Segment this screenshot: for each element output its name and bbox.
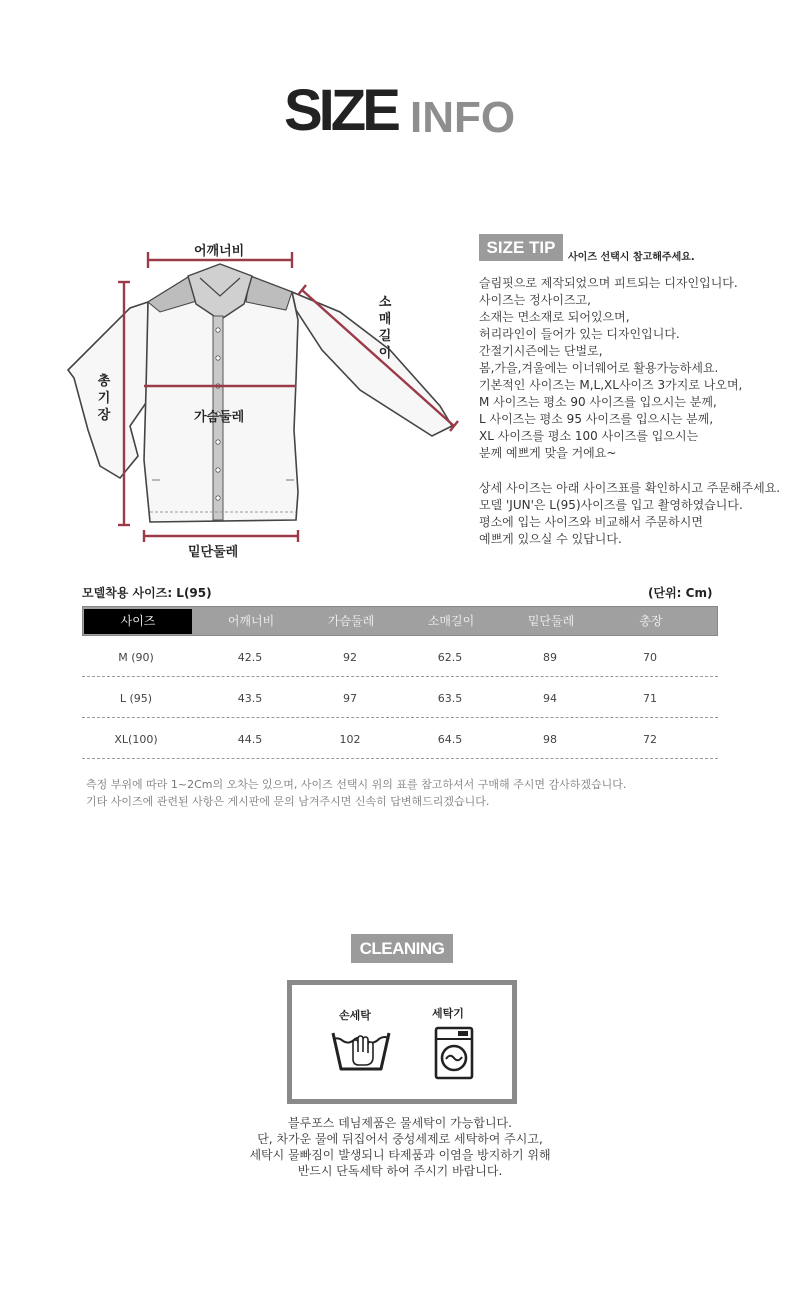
- size-table: [82, 606, 718, 759]
- header-chest: 가슴둘레: [327, 614, 375, 628]
- tip-detail-line: 상세 사이즈는 아래 사이즈표를 확인하시고 주문해주세요.: [479, 481, 781, 495]
- label-hem: 밑단둘레: [188, 545, 239, 560]
- cell: 44.5: [237, 733, 263, 746]
- header-sleeve: 소매길이: [427, 614, 475, 628]
- shirt-illustration: [60, 230, 480, 570]
- size-tip-caption: 사이즈 선택시 참고해주세요.: [568, 252, 695, 263]
- header-size: 사이즈: [84, 609, 192, 634]
- table-header: [82, 606, 718, 636]
- label-sleeve: 소매길이: [378, 295, 392, 361]
- note-line: 측정 부위에 따라 1~2Cm의 오차는 있으며, 사이즈 선택시 위의 표를 참고하셔서 구매해 주시면 감사하겠습니다.: [86, 778, 627, 791]
- hand-wash-icon: [329, 1025, 393, 1075]
- title-info: INFO: [410, 93, 516, 142]
- unit-label: (단위: Cm): [648, 586, 713, 600]
- cell: 63.5: [437, 692, 463, 705]
- note-line: 기타 사이즈에 관련된 사항은 게시판에 문의 남겨주시면 신속히 답변해드리겠습니다.: [86, 795, 490, 808]
- tip-line: XL 사이즈를 평소 100 사이즈를 입으시는: [479, 429, 699, 443]
- cleaning-line: 반드시 단독세탁 하여 주시기 바랍니다.: [297, 1164, 503, 1178]
- shirt-diagram: [60, 230, 480, 570]
- tip-line: L 사이즈는 평소 95 사이즈를 입으시는 분께,: [479, 412, 714, 426]
- model-size: 모델착용 사이즈: L(95): [82, 586, 212, 600]
- tip-line: 분께 예쁘게 맞을 거에요~: [479, 446, 617, 460]
- cell: 72: [643, 733, 657, 746]
- title-size: SIZE: [284, 78, 397, 143]
- label-length: 총기장: [97, 374, 111, 423]
- tip-detail-line: 예쁘게 있으실 수 있답니다.: [479, 532, 622, 546]
- cell: 97: [343, 692, 357, 705]
- table-row: [82, 677, 718, 718]
- cell: 98: [543, 733, 557, 746]
- header-hem: 밑단둘레: [527, 614, 575, 628]
- tip-line: 슬림핏으로 제작되었으며 피트되는 디자인입니다.: [479, 276, 738, 290]
- tip-line: 허리라인이 들어가 있는 디자인입니다.: [479, 327, 680, 341]
- care-symbol-box: [287, 980, 517, 1104]
- cell: 92: [343, 651, 357, 664]
- cell: 94: [543, 692, 557, 705]
- tip-line: 간절기시즌에는 단벌로,: [479, 344, 603, 358]
- header-length: 총장: [639, 614, 663, 628]
- cell: 62.5: [437, 651, 463, 664]
- cell: 102: [339, 733, 361, 746]
- cell-size: M (90): [118, 651, 154, 664]
- cell: 71: [643, 692, 657, 705]
- tip-detail-line: 평소에 입는 사이즈와 비교해서 주문하시면: [479, 515, 703, 529]
- size-tip-badge: SIZE TIP: [479, 234, 563, 261]
- cell-size: L (95): [119, 692, 153, 705]
- tip-detail-line: 모델 'JUN'은 L(95)사이즈를 입고 촬영하였습니다.: [479, 498, 743, 512]
- cleaning-line: 단, 차가운 물에 뒤집어서 중성세제로 세탁하여 주시고,: [257, 1132, 543, 1146]
- hand-wash-label: 손세탁: [339, 1009, 371, 1022]
- tip-line: 소재는 면소재로 되어있으며,: [479, 310, 630, 324]
- tip-line: 봄,가을,겨울에는 이너웨어로 활용가능하세요.: [479, 361, 719, 375]
- cell-size: XL(100): [114, 733, 158, 746]
- cleaning-badge: CLEANING: [351, 934, 453, 963]
- cell: 64.5: [437, 733, 463, 746]
- tip-line: M 사이즈는 평소 90 사이즈를 입으시는 분께,: [479, 395, 717, 409]
- tip-line: 사이즈는 정사이즈고,: [479, 293, 591, 307]
- cleaning-line: 세탁시 물빠짐이 발생되니 타제품과 이염을 방지하기 위해: [249, 1148, 551, 1162]
- cell: 43.5: [237, 692, 263, 705]
- size-notes: [86, 776, 626, 810]
- cell: 42.5: [237, 651, 263, 664]
- label-chest: 가슴둘레: [194, 410, 245, 425]
- machine-wash-label: 세탁기: [432, 1007, 464, 1020]
- size-tip-detail: [479, 480, 780, 548]
- washing-machine-icon: [432, 1025, 476, 1081]
- label-shoulder: 어깨너비: [194, 244, 245, 259]
- cell: 70: [643, 651, 657, 664]
- cleaning-line: 블루포스 데님제품은 물세탁이 가능합니다.: [288, 1116, 512, 1130]
- table-row: [82, 636, 718, 677]
- size-tip-text: [479, 275, 742, 462]
- table-row: [82, 718, 718, 759]
- header-shoulder: 어깨너비: [227, 614, 275, 628]
- tip-line: 기본적인 사이즈는 M,L,XL사이즈 3가지로 나오며,: [479, 378, 743, 392]
- cleaning-instructions: [200, 1115, 600, 1179]
- cell: 89: [543, 651, 557, 664]
